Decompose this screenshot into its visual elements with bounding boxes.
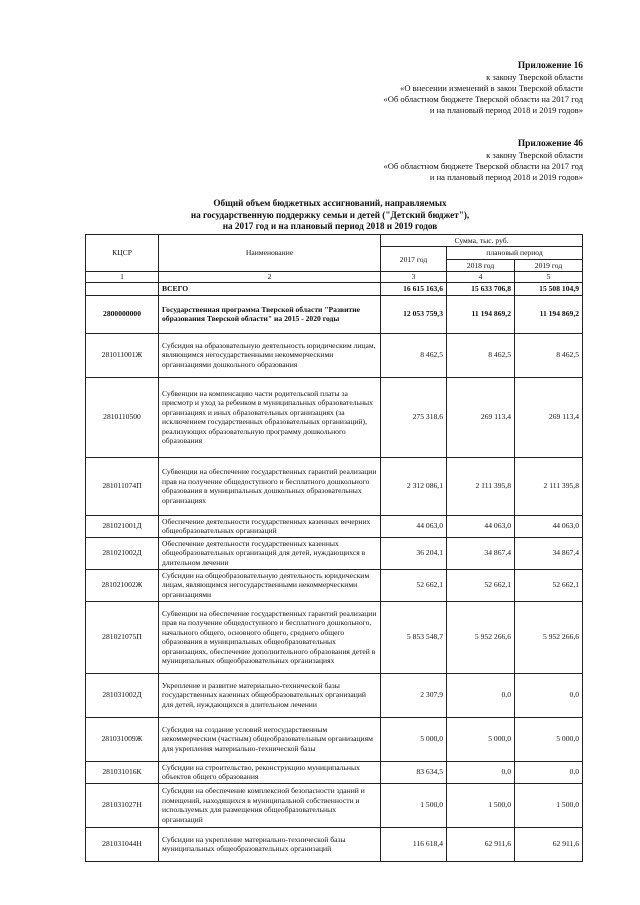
row-name: Укрепление и развитие материально-технической базы государственных казенных общеобразовательных организаций для детей, нуждающихся в длительном лечении (159, 673, 381, 717)
row-code: 281031044Н (86, 827, 159, 861)
annex-16-line: «О внесении изменений в закон Тверской области (400, 83, 583, 93)
row-code: 281031002Д (86, 673, 159, 717)
total-row (86, 283, 583, 295)
row-code: 2810110500 (86, 377, 159, 457)
row-2017: 5 853 548,7 (381, 601, 447, 673)
annex-46-title: Приложение 46 (517, 139, 583, 149)
row-2019: 0,0 (515, 761, 583, 783)
header-name: Наименование (159, 235, 381, 272)
row-name: Субвенции на компенсацию части родительской платы за присмотр и уход за ребенком в муниципальных образовательных организациях и иных образовательных организациях (за исключением государственных образовательных организаций), реализующих образовательную программу дошкольного образования (159, 377, 381, 457)
total-label: ВСЕГО (159, 283, 381, 295)
row-code: 281011074П (86, 457, 159, 515)
row-2017: 12 053 759,3 (381, 295, 447, 333)
annex-16-heading (383, 61, 583, 116)
table-row (86, 515, 583, 537)
row-2019: 0,0 (515, 673, 583, 717)
row-name: Субвенции на обеспечение государственных гарантий реализации прав на получение общедоступного и бесплатного дошкольного, начального общего, основного общего, среднего общего образования в муниципальных общеобразовательных организациях, обеспечение дополнительного образования детей в муниципальных общеобразовательных организациях (159, 601, 381, 673)
row-2017: 52 662,1 (381, 569, 447, 601)
table-header-row (86, 235, 583, 247)
column-number: 3 (381, 272, 447, 283)
row-2018: 62 911,6 (447, 827, 515, 861)
row-2018: 34 867,4 (447, 537, 515, 569)
total-2017: 16 615 163,6 (381, 283, 447, 295)
table-row (86, 783, 583, 827)
header-2018: 2018 год (447, 259, 515, 271)
table-row (86, 569, 583, 601)
row-code: 281021002Ж (86, 569, 159, 601)
row-code: 281031016К (86, 761, 159, 783)
header-sum: Сумма, тыс. руб. (381, 235, 583, 247)
row-2017: 36 204,1 (381, 537, 447, 569)
annex-46-line: «Об областном бюджете Тверской области на 2017 год (383, 161, 583, 171)
header-2019: 2019 год (515, 259, 583, 271)
row-name: Субсидия на образовательную деятельность юридическим лицам, являющимся негосударственными некоммерческими организациями дошкольного образования (159, 333, 381, 377)
row-name: Субсидии на строительство, реконструкцию муниципальных объектов общего образования (159, 761, 381, 783)
column-number: 2 (159, 272, 381, 283)
row-code: 281021001Д (86, 515, 159, 537)
row-code: 281021075П (86, 601, 159, 673)
total-2019: 15 508 104,9 (515, 283, 583, 295)
annex-46-line: к закону Тверской области (486, 150, 583, 160)
row-2017: 8 462,5 (381, 333, 447, 377)
column-number: 4 (447, 272, 515, 283)
total-code (86, 283, 159, 295)
row-name: Субсидия на создание условий негосударственным некоммерческим (частным) общеобразовательным организациям для укрепления материально-технической базы (159, 717, 381, 761)
annex-16-line: и на плановый период 2018 и 2019 годов» (429, 105, 583, 115)
row-2018: 8 462,5 (447, 333, 515, 377)
row-2018: 0,0 (447, 761, 515, 783)
document-title-line: на государственную поддержку семьи и детей ("Детский бюджет"), (190, 209, 470, 220)
table-body (86, 283, 583, 861)
row-2019: 34 867,4 (515, 537, 583, 569)
row-2019: 1 500,0 (515, 783, 583, 827)
row-2019: 52 662,1 (515, 569, 583, 601)
row-2017: 5 000,0 (381, 717, 447, 761)
row-code: 281021002Д (86, 537, 159, 569)
annex-16-title: Приложение 16 (517, 61, 583, 71)
row-2018: 5 000,0 (447, 717, 515, 761)
row-2017: 2 307,9 (381, 673, 447, 717)
row-2019: 44 063,0 (515, 515, 583, 537)
column-number-row (86, 272, 583, 283)
row-name: Обеспечение деятельности государственных казенных вечерних общеобразовательных организаций (159, 515, 381, 537)
row-2018: 44 063,0 (447, 515, 515, 537)
row-2017: 1 500,0 (381, 783, 447, 827)
row-name: Субсидии на общеобразовательную деятельность юридическим лицам, являющимся негосударственными некоммерческими организациями (159, 569, 381, 601)
table-row (86, 537, 583, 569)
total-2018: 15 633 706,8 (447, 283, 515, 295)
table-row (86, 761, 583, 783)
document-title-line: на 2017 год и на плановый период 2018 и 2019 годов (222, 221, 438, 231)
column-number: 5 (515, 272, 583, 283)
row-2018: 52 662,1 (447, 569, 515, 601)
table-row (86, 295, 583, 333)
row-code: 281011001Ж (86, 333, 159, 377)
row-2018: 269 113,4 (447, 377, 515, 457)
annex-16-line: к закону Тверской области (486, 72, 583, 82)
row-2018: 11 194 869,2 (447, 295, 515, 333)
row-2017: 44 063,0 (381, 515, 447, 537)
row-name: Субвенции на обеспечение государственных гарантий реализации прав на получение общедоступного и бесплатного дошкольного образования в муниципальных дошкольных образовательных организациях (159, 457, 381, 515)
row-2018: 5 952 266,6 (447, 601, 515, 673)
row-2017: 116 618,4 (381, 827, 447, 861)
row-2017: 83 634,5 (381, 761, 447, 783)
header-2017: 2017 год (381, 247, 447, 272)
table-row (86, 457, 583, 515)
row-2019: 11 194 869,2 (515, 295, 583, 333)
row-name: Обеспечение деятельности государственных казенных общеобразовательных организаций для детей, нуждающихся в длительном лечении (159, 537, 381, 569)
table-row (86, 673, 583, 717)
table-row (86, 333, 583, 377)
row-2019: 2 111 395,8 (515, 457, 583, 515)
row-name: Государственная программа Тверской области "Развитие образования Тверской области" на 2015 - 2020 годы (159, 295, 381, 333)
table-row (86, 827, 583, 861)
row-code: 281031027Н (86, 783, 159, 827)
row-2019: 5 000,0 (515, 717, 583, 761)
row-2019: 8 462,5 (515, 333, 583, 377)
row-code: 281031009Ж (86, 717, 159, 761)
row-name: Субсидии на укрепление материально-технической базы муниципальных общеобразовательных организаций (159, 827, 381, 861)
annex-16-line: «Об областном бюджете Тверской области на 2017 год (383, 94, 583, 104)
row-2017: 275 318,6 (381, 377, 447, 457)
row-2019: 62 911,6 (515, 827, 583, 861)
annex-46-heading (383, 139, 583, 183)
annex-46-line: и на плановый период 2018 и 2019 годов» (429, 172, 583, 182)
row-2019: 269 113,4 (515, 377, 583, 457)
row-code: 2800000000 (86, 295, 159, 333)
table-row (86, 717, 583, 761)
row-2018: 2 111 395,8 (447, 457, 515, 515)
column-number: 1 (86, 272, 159, 283)
header-code: КЦСР (86, 235, 159, 272)
row-2017: 2 312 086,1 (381, 457, 447, 515)
row-2018: 1 500,0 (447, 783, 515, 827)
row-name: Субсидии на обеспечение комплексной безопасности зданий и помещений, находящихся в муниципальной собственности и используемых для размещения общеобразовательных организаций (159, 783, 381, 827)
header-planned: плановый период (447, 247, 583, 259)
budget-table (85, 234, 583, 862)
row-2018: 0,0 (447, 673, 515, 717)
table-row (86, 377, 583, 457)
document-title-line: Общий объем бюджетных ассигнований, направляемых (213, 198, 447, 208)
table-row (86, 601, 583, 673)
row-2019: 5 952 266,6 (515, 601, 583, 673)
document-title (150, 198, 510, 233)
